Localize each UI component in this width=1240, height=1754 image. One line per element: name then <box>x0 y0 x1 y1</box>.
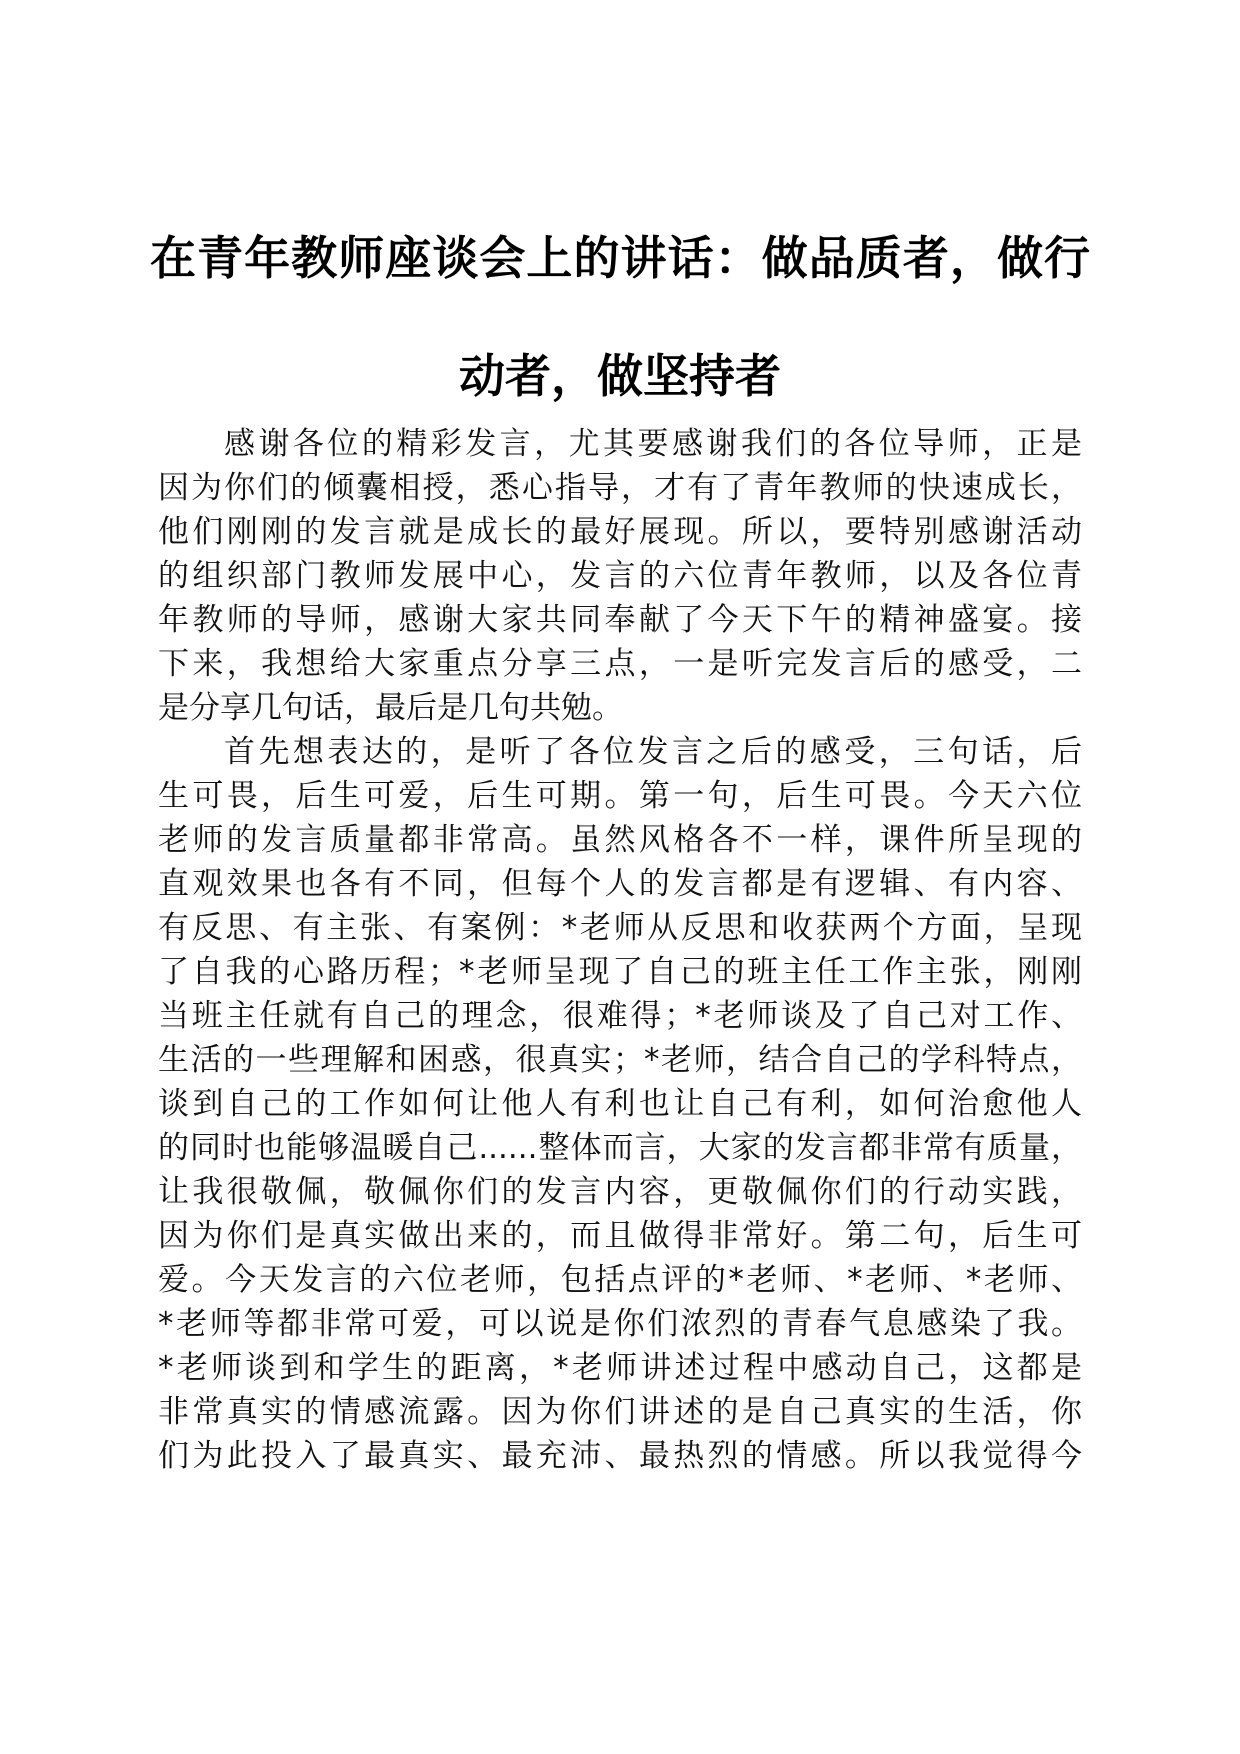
paragraph-line: 因为你们是真实做出来的，而且做得非常好。第二句，后生可 <box>158 1218 1082 1254</box>
paragraph-line: 老师的发言质量都非常高。虽然风格各不一样，课件所呈现的 <box>158 822 1082 858</box>
paragraph-line: 爱。今天发言的六位老师，包括点评的*老师、*老师、*老师、 <box>158 1262 1082 1298</box>
document-title-line-1: 在青年教师座谈会上的讲话：做品质者，做行 <box>150 231 1090 285</box>
paragraph-line: 了自我的心路历程；*老师呈现了自己的班主任工作主张，刚刚 <box>158 954 1082 990</box>
paragraph-line: 谈到自己的工作如何让他人有利也让自己有利，如何治愈他人 <box>158 1086 1082 1122</box>
paragraph-line: 直观效果也各有不同，但每个人的发言都是有逻辑、有内容、 <box>158 866 1082 902</box>
paragraph-line: 生可畏，后生可爱，后生可期。第一句，后生可畏。今天六位 <box>158 778 1082 814</box>
paragraph-line: 年教师的导师，感谢大家共同奉献了今天下午的精神盛宴。接 <box>158 602 1082 638</box>
paragraph-line: 生活的一些理解和困惑，很真实；*老师，结合自己的学科特点， <box>158 1042 1082 1078</box>
paragraph-line: 有反思、有主张、有案例：*老师从反思和收获两个方面，呈现 <box>158 910 1082 946</box>
paragraph-line: 的组织部门教师发展中心，发言的六位青年教师，以及各位青 <box>158 558 1082 594</box>
paragraph-line: 因为你们的倾囊相授，悉心指导，才有了青年教师的快速成长， <box>158 470 1082 506</box>
paragraph-line: 下来，我想给大家重点分享三点，一是听完发言后的感受，二 <box>158 646 1082 682</box>
paragraph-line: 感谢各位的精彩发言，尤其要感谢我们的各位导师，正是 <box>224 426 1082 462</box>
paragraph-line: 他们刚刚的发言就是成长的最好展现。所以，要特别感谢活动 <box>158 514 1082 550</box>
paragraph-line: 的同时也能够温暖自己......整体而言，大家的发言都非常有质量， <box>158 1130 1082 1166</box>
paragraph-line: 们为此投入了最真实、最充沛、最热烈的情感。所以我觉得今 <box>158 1438 1082 1474</box>
paragraph-line: 是分享几句话，最后是几句共勉。 <box>158 690 623 726</box>
paragraph-line: 首先想表达的，是听了各位发言之后的感受，三句话，后 <box>224 734 1082 770</box>
paragraph-line: 当班主任就有自己的理念，很难得；*老师谈及了自己对工作、 <box>158 998 1082 1034</box>
document-title-line-2: 动者，做坚持者 <box>459 349 781 403</box>
paragraph-line: 非常真实的情感流露。因为你们讲述的是自己真实的生活，你 <box>158 1394 1082 1430</box>
paragraph-line: *老师谈到和学生的距离，*老师讲述过程中感动自己，这都是 <box>158 1350 1082 1386</box>
paragraph-line: *老师等都非常可爱，可以说是你们浓烈的青春气息感染了我。 <box>158 1306 1082 1342</box>
paragraph-line: 让我很敬佩，敬佩你们的发言内容，更敬佩你们的行动实践， <box>158 1174 1082 1210</box>
